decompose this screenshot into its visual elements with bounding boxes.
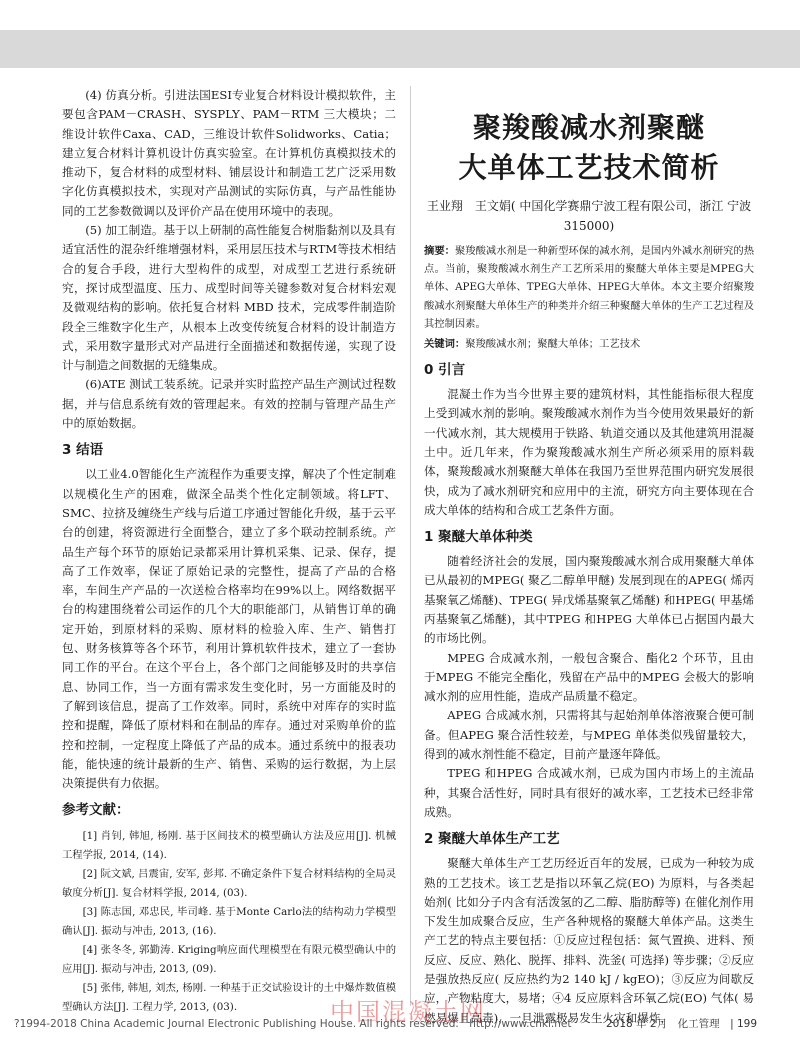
- right-column: [424, 86, 754, 1028]
- para-types: 随着经济社会的发展，国内聚羧酸减水剂合成用聚醚大单体已从最初的MPEG( 聚乙二醇单甲醚) 发展到现在的APEG( 烯丙基聚氧乙烯醚)、TPEG( 异戊烯基聚氧乙烯醚) 和HPEG( 甲基烯丙基聚氧乙烯醚)，其中TPEG 和HPEG 大单体已占据国内最大的市场比例。: [424, 554, 754, 646]
- reference-item: [4] 张冬冬, 郭勤涛. Kriging响应面代理模型在有限元模型确认中的应用[J]. 振动与冲击, 2013, (09).: [62, 943, 396, 975]
- watermark-text: 中国混凝土网: [330, 998, 486, 1026]
- para-manufacturing: (5) 加工制造。基于以上研制的高性能复合树脂黏剂以及具有适宜活性的混杂纤维增强材料，采用层压技术与RTM等技术相结合的复合手段，进行大型构件的成型，对成型工艺进行系统研究，探讨成型温度、压力、成型时间等关键参数对复合材料宏观及微观结构的影响。依托复合材料 MBD 技术，完成零件制造阶段全三维数字化生产，从根本上改变传统复合材料的设计制造方式，采用数字量形式对产品进行全面描述和数据传递，实现了设计与制造之间数据的无缝集成。: [62, 223, 396, 373]
- reference-item: [3] 陈志国, 邓忠民, 毕司峰. 基于Monte Carlo法的结构动力学模型确认[J]. 振动与冲击, 2013, (16).: [62, 905, 396, 937]
- article-title-line2: 大单体工艺技术简析: [458, 151, 720, 184]
- article-title-line1: 聚羧酸减水剂聚醚: [472, 111, 705, 144]
- abstract: [424, 242, 754, 333]
- column-divider: [410, 86, 411, 1006]
- header-bar: [0, 30, 800, 68]
- para-process: 聚醚大单体生产工艺历经近百年的发展，已成为一种较为成熟的工艺技术。该工艺是指以环氧乙烷(EO) 为原料，与各类起始剂( 比如分子内含有活泼氢的乙二醇、脂肪醇等) 在催化剂作用下发生加成聚合反应，生产各种规格的聚醚大单体产品。这类生产工艺的特点主要包括：①反应过程包括：氮气置换、进料、预反应、反应、熟化、脱挥、排料、洗釜( 可选择) 等步骤；②反应是强放热反应( 反应热约为2 140 kJ / kgEO)；③反应为间歇反应，产物粘度大，易堵；④4 反应原料含环氧乙烷(EO) 气体( 易燃易爆且高毒)，一旦泄露极易发生火灾和爆炸，: [424, 856, 754, 1025]
- keywords: [424, 335, 754, 353]
- para-types: APEG 合成减水剂，只需将其与起始剂单体溶液聚合便可制备。但APEG 聚合活性较差，与MPEG 单体类似残留量较大，得到的减水剂性能不稳定，目前产量逐年降低。: [424, 708, 754, 762]
- article-title: [424, 108, 754, 188]
- abstract-text: 聚羧酸减水剂是一种新型环保的减水剂，是国内外减水剂研究的热点。当前，聚羧酸减水剂生产工艺所采用的聚醚大单体主要是MPEG大单体、APEG大单体、TPEG大单体、HPEG大单体。本文主要介绍聚羧酸减水剂聚醚大单体生产的种类并介绍三种聚醚大单体的生产工艺过程及其控制因素。: [424, 245, 755, 330]
- reference-item: [2] 阮文斌, 吕震宙, 安军, 彭邦. 不确定条件下复合材料结构的全局灵敏度分析[J]. 复合材料学报, 2014, (03).: [62, 867, 396, 899]
- para-conclusion: 以工业4.0智能化生产流程作为重要支撑，解决了个性定制难以规模化生产的困难，做深全品类个性化定制领域。将LFT、SMC、拉挤及缠绕生产线与后道工序通过智能化升级，基于云平台的创建，将资源进行全面整合，建立了多个联动控制系统。产品生产每个环节的原始记录都采用计算机采集、记录、保存，提高了工作效率，保证了原始记录的完整性，提高了产品的合格率，车间生产产品的一次送检合格率均在99%以上。网络数据平台的构建围绕着公司运作的几个大的职能部门，从销售订单的确定开始，到原材料的采购、原材料的检验入库、生产、销售打包、财务核算等各个环节，利用计算机软件技术，建立了一套协同工作的平台。在这个平台上，各个部门之间能够及时的共享信息、协同工作，当一方面有需求发生变化时，另一方面能及时的了解到该信息，提高了工作效率。同时，系统中对库存的实时监控和提醒，降低了原材料和在制品的库存。通过对采购单价的监控和控制，一定程度上降低了产品的成本。通过系统中的报表功能，能快速的统计最新的生产、销售、采购的运行数据，为上层决策提供有力依据。: [62, 467, 396, 791]
- page-number: 2018 年 2月 化工管理 | 199: [606, 1018, 757, 1030]
- section-heading-conclusion: 3 结语: [62, 442, 104, 459]
- para-ate: (6)ATE 测试工装系统。记录并实时监控产品生产测试过程数据，并与信息系统有效的管理起来。有效的控制与管理产品生产中的原始数据。: [62, 377, 396, 431]
- article-authors: 王业翔 王文娟( 中国化学赛鼎宁波工程有限公司，浙江 宁波 315000): [426, 199, 752, 233]
- abstract-label: 摘要：: [424, 245, 455, 257]
- keywords-label: 关键词：: [424, 338, 466, 351]
- section-heading-process: 2 聚醚大单体生产工艺: [424, 831, 560, 848]
- para-simulation: (4) 仿真分析。引进法国ESI专业复合材料设计模拟软件，主要包含PAM－CRASH、SYSPLY、PAM－RTM 三大模块；二维设计软件Caxa、CAD，三维设计软件Solidworks、Catia；建立复合材料计算机设计仿真实验室。在计算机仿真模拟技术的推动下，复合材料的成型材料、铺层设计和制造工艺广泛采用数字化仿真模拟技术，实现对产品测试的实际仿真，与产品性能协同的工艺参数微调以及评价产品在使用环境中的表现。: [62, 88, 396, 218]
- para-types: TPEG 和HPEG 合成减水剂，已成为国内市场上的主流品种，其聚合活性好，同时具有很好的减水率，工艺技术已经非常成熟。: [424, 766, 754, 819]
- section-heading-intro: 0 引言: [424, 362, 466, 379]
- section-heading-types: 1 聚醚大单体种类: [424, 529, 533, 546]
- reference-item: [5] 张伟, 韩旭, 刘杰, 杨刚. 一种基于正交试验设计的土中爆炸数值模型确认方法[J]. 工程力学, 2013, (03).: [62, 981, 396, 1013]
- reference-item: [1] 肖钊, 韩旭, 杨刚. 基于区间技术的模型确认方法及应用[J]. 机械工程学报, 2014, (14).: [62, 829, 396, 861]
- para-types: MPEG 合成减水剂，一般包含聚合、酯化2 个环节，且由于MPEG 不能完全酯化，残留在产品中的MPEG 会极大的影响减水剂的应用性能，造成产品质量不稳定。: [424, 650, 754, 704]
- left-column: [62, 86, 396, 1017]
- keywords-text: 聚羧酸减水剂；聚醚大单体；工艺技术: [465, 338, 641, 351]
- para-intro: 混凝土作为当今世界主要的建筑材料，其性能指标很大程度上受到减水剂的影响。聚羧酸减水剂作为当今使用效果最好的新一代减水剂，其大规模用于铁路、轨道交通以及其他建筑用混凝土中。近几年来，作为聚羧酸减水剂生产所必须采用的原料载体，聚羧酸减水剂聚醚大单体在我国乃至世界范围内研究发展很快，成为了减水剂研究和应用中的主流，研究方向主要体现在合成大单体的结构和合成工艺条件方面。: [424, 387, 754, 517]
- copyright-footer: ?1994-2018 China Academic Journal Electronic Publishing House. All rights reserved. http://www.cnki.net: [14, 1018, 572, 1030]
- references-heading: 参考文献：: [62, 802, 130, 819]
